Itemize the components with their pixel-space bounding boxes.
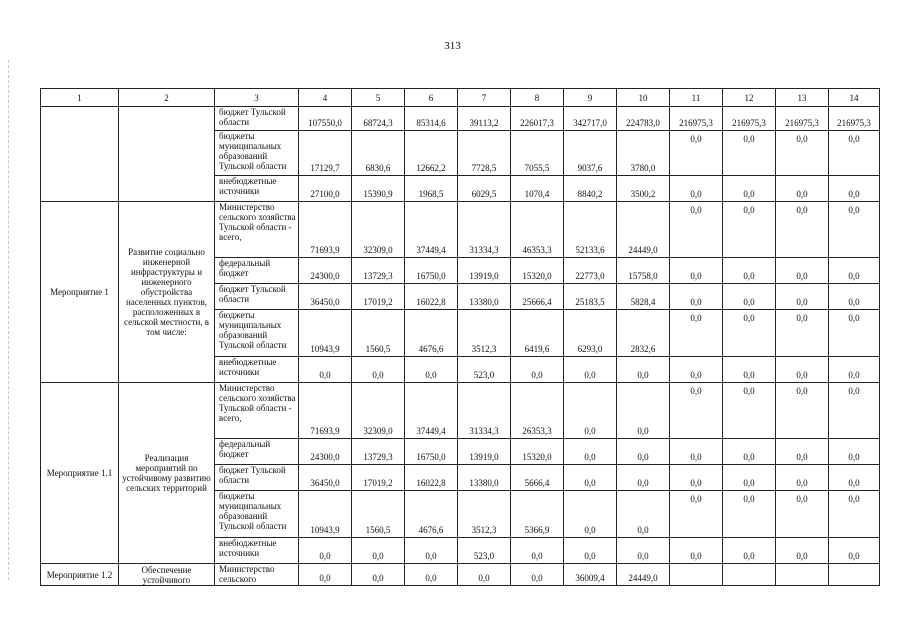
value-cell: 0,0	[564, 383, 617, 439]
value-cell: 0,0	[564, 357, 617, 383]
value-cell: 16750,0	[405, 258, 458, 284]
value-cell: 46353,3	[511, 202, 564, 258]
value-cell: 37449,4	[405, 202, 458, 258]
value-cell: 0,0	[776, 465, 829, 491]
funding-source-cell: внебюджетные источники	[215, 538, 299, 564]
value-cell: 1070,4	[511, 176, 564, 202]
value-cell: 0,0	[617, 383, 670, 439]
value-cell: 0,0	[829, 310, 880, 357]
value-cell: 15758,0	[617, 258, 670, 284]
funding-source-cell: бюджет Тульской области	[215, 107, 299, 131]
value-cell: 523,0	[458, 538, 511, 564]
binding-edge	[8, 60, 9, 580]
value-cell: 523,0	[458, 357, 511, 383]
value-cell: 0,0	[511, 538, 564, 564]
header-cell: 14	[829, 89, 880, 107]
value-cell: 0,0	[723, 310, 776, 357]
value-cell: 1560,5	[352, 310, 405, 357]
value-cell: 39113,2	[458, 107, 511, 131]
value-cell: 0,0	[829, 258, 880, 284]
value-cell: 0,0	[617, 491, 670, 538]
value-cell: 13380,0	[458, 284, 511, 310]
value-cell: 0,0	[723, 439, 776, 465]
value-cell: 24300,0	[299, 258, 352, 284]
value-cell: 0,0	[723, 131, 776, 176]
value-cell: 5828,4	[617, 284, 670, 310]
value-cell: 0,0	[617, 439, 670, 465]
event-cell: Мероприятие 1.2	[41, 564, 119, 586]
value-cell: 32309,0	[352, 202, 405, 258]
value-cell: 0,0	[405, 564, 458, 586]
value-cell: 6293,0	[564, 310, 617, 357]
value-cell: 0,0	[564, 491, 617, 538]
header-cell: 5	[352, 89, 405, 107]
value-cell: 36450,0	[299, 284, 352, 310]
value-cell: 0,0	[829, 538, 880, 564]
header-cell: 12	[723, 89, 776, 107]
value-cell: 26353,3	[511, 383, 564, 439]
value-cell: 8840,2	[564, 176, 617, 202]
funding-source-cell: бюджеты муниципальных образований Тульской области	[215, 310, 299, 357]
event-cell	[41, 107, 119, 202]
header-cell: 6	[405, 89, 458, 107]
value-cell: 0,0	[776, 284, 829, 310]
value-cell: 0,0	[670, 465, 723, 491]
value-cell: 3512,3	[458, 310, 511, 357]
value-cell: 0,0	[617, 538, 670, 564]
value-cell	[776, 564, 829, 586]
value-cell: 0,0	[829, 491, 880, 538]
value-cell: 0,0	[829, 383, 880, 439]
value-cell: 36009,4	[564, 564, 617, 586]
value-cell: 24300,0	[299, 439, 352, 465]
value-cell: 16750,0	[405, 439, 458, 465]
value-cell: 5366,9	[511, 491, 564, 538]
value-cell: 0,0	[776, 131, 829, 176]
value-cell: 22773,0	[564, 258, 617, 284]
value-cell: 0,0	[776, 538, 829, 564]
value-cell: 216975,3	[776, 107, 829, 131]
value-cell: 0,0	[352, 357, 405, 383]
value-cell: 13729,3	[352, 258, 405, 284]
value-cell: 0,0	[299, 564, 352, 586]
value-cell: 71693,9	[299, 202, 352, 258]
value-cell: 0,0	[670, 439, 723, 465]
value-cell: 0,0	[723, 538, 776, 564]
value-cell: 0,0	[564, 465, 617, 491]
value-cell	[670, 564, 723, 586]
funding-source-cell: внебюджетные источники	[215, 357, 299, 383]
value-cell: 216975,3	[723, 107, 776, 131]
value-cell: 0,0	[723, 357, 776, 383]
value-cell: 0,0	[723, 258, 776, 284]
value-cell: 16022,8	[405, 465, 458, 491]
value-cell: 224783,0	[617, 107, 670, 131]
value-cell: 0,0	[776, 310, 829, 357]
value-cell: 0,0	[829, 439, 880, 465]
value-cell: 36450,0	[299, 465, 352, 491]
value-cell: 0,0	[670, 131, 723, 176]
value-cell: 0,0	[829, 357, 880, 383]
value-cell: 15390,9	[352, 176, 405, 202]
value-cell: 37449,4	[405, 383, 458, 439]
value-cell: 24449,0	[617, 202, 670, 258]
value-cell: 10943,9	[299, 491, 352, 538]
value-cell: 0,0	[670, 310, 723, 357]
value-cell: 226017,3	[511, 107, 564, 131]
value-cell: 0,0	[829, 131, 880, 176]
value-cell: 0,0	[829, 202, 880, 258]
value-cell: 0,0	[776, 357, 829, 383]
value-cell: 0,0	[405, 357, 458, 383]
value-cell: 0,0	[723, 491, 776, 538]
table-row	[41, 202, 880, 258]
value-cell: 13380,0	[458, 465, 511, 491]
value-cell: 24449,0	[617, 564, 670, 586]
description-cell: Обеспечение устойчивого	[119, 564, 215, 586]
page-number: 313	[444, 40, 461, 52]
value-cell: 12662,2	[405, 131, 458, 176]
value-cell: 6830,6	[352, 131, 405, 176]
value-cell: 0,0	[723, 176, 776, 202]
value-cell: 216975,3	[829, 107, 880, 131]
funding-source-cell: внебюджетные источники	[215, 176, 299, 202]
value-cell: 216975,3	[670, 107, 723, 131]
value-cell: 0,0	[299, 357, 352, 383]
value-cell: 0,0	[670, 357, 723, 383]
value-cell: 0,0	[299, 538, 352, 564]
value-cell: 0,0	[776, 383, 829, 439]
value-cell: 25666,4	[511, 284, 564, 310]
header-cell: 9	[564, 89, 617, 107]
value-cell: 15320,0	[511, 258, 564, 284]
table-row	[41, 564, 880, 586]
value-cell: 0,0	[670, 176, 723, 202]
value-cell: 0,0	[829, 284, 880, 310]
value-cell: 0,0	[723, 383, 776, 439]
value-cell: 4676,6	[405, 491, 458, 538]
value-cell: 15320,0	[511, 439, 564, 465]
value-cell: 0,0	[405, 538, 458, 564]
value-cell: 0,0	[829, 465, 880, 491]
value-cell: 2832,6	[617, 310, 670, 357]
value-cell: 27100,0	[299, 176, 352, 202]
header-cell: 7	[458, 89, 511, 107]
funding-source-cell: федеральный бюджет	[215, 439, 299, 465]
value-cell: 0,0	[776, 202, 829, 258]
header-cell: 1	[41, 89, 119, 107]
value-cell: 3512,3	[458, 491, 511, 538]
header-cell: 4	[299, 89, 352, 107]
value-cell: 0,0	[723, 202, 776, 258]
value-cell: 3780,0	[617, 131, 670, 176]
value-cell: 0,0	[776, 491, 829, 538]
value-cell: 0,0	[352, 564, 405, 586]
funding-source-cell: федеральный бюджет	[215, 258, 299, 284]
value-cell: 16022,8	[405, 284, 458, 310]
header-cell: 13	[776, 89, 829, 107]
value-cell: 0,0	[564, 439, 617, 465]
value-cell: 31334,3	[458, 202, 511, 258]
value-cell: 68724,3	[352, 107, 405, 131]
value-cell: 0,0	[670, 258, 723, 284]
value-cell: 9037,6	[564, 131, 617, 176]
value-cell: 17019,2	[352, 284, 405, 310]
value-cell: 0,0	[670, 491, 723, 538]
value-cell: 0,0	[723, 284, 776, 310]
value-cell: 0,0	[723, 465, 776, 491]
value-cell: 6029,5	[458, 176, 511, 202]
table-body	[41, 89, 880, 586]
value-cell: 7055,5	[511, 131, 564, 176]
value-cell: 4676,6	[405, 310, 458, 357]
value-cell: 52133,6	[564, 202, 617, 258]
value-cell: 71693,9	[299, 383, 352, 439]
value-cell: 0,0	[776, 258, 829, 284]
funding-source-cell: Министерство сельского хозяйства Тульской области - всего,	[215, 202, 299, 258]
value-cell: 0,0	[617, 357, 670, 383]
value-cell: 0,0	[511, 564, 564, 586]
value-cell: 5666,4	[511, 465, 564, 491]
header-cell: 10	[617, 89, 670, 107]
value-cell: 3500,2	[617, 176, 670, 202]
table-row	[41, 107, 880, 131]
funding-source-cell: бюджеты муниципальных образований Тульской области	[215, 131, 299, 176]
value-cell: 0,0	[776, 176, 829, 202]
value-cell	[829, 564, 880, 586]
header-cell: 3	[215, 89, 299, 107]
value-cell: 342717,0	[564, 107, 617, 131]
value-cell: 13729,3	[352, 439, 405, 465]
value-cell: 10943,9	[299, 310, 352, 357]
budget-table	[40, 88, 880, 586]
header-cell: 8	[511, 89, 564, 107]
table-row	[41, 383, 880, 439]
value-cell: 0,0	[670, 383, 723, 439]
funding-source-cell: Министерство сельского	[215, 564, 299, 586]
funding-source-cell: бюджеты муниципальных образований Тульской области	[215, 491, 299, 538]
description-cell: Развитие социально инженерной инфраструктуры и инженерного обустройства населенных пунктов, расположенных в сельской местности, в том числе:	[119, 202, 215, 383]
value-cell: 0,0	[352, 538, 405, 564]
funding-source-cell: бюджет Тульской области	[215, 284, 299, 310]
value-cell: 0,0	[670, 202, 723, 258]
value-cell: 7728,5	[458, 131, 511, 176]
value-cell: 0,0	[670, 284, 723, 310]
value-cell: 85314,6	[405, 107, 458, 131]
header-cell: 2	[119, 89, 215, 107]
value-cell: 0,0	[829, 176, 880, 202]
value-cell: 6419,6	[511, 310, 564, 357]
value-cell: 0,0	[617, 465, 670, 491]
value-cell: 31334,3	[458, 383, 511, 439]
value-cell: 0,0	[776, 439, 829, 465]
value-cell: 1560,5	[352, 491, 405, 538]
value-cell: 17129,7	[299, 131, 352, 176]
value-cell: 0,0	[564, 538, 617, 564]
description-cell: Реализация мероприятий по устойчивому развитию сельских территорий	[119, 383, 215, 564]
value-cell: 0,0	[458, 564, 511, 586]
event-cell: Мероприятие 1.1	[41, 383, 119, 564]
value-cell: 1968,5	[405, 176, 458, 202]
table-header-row	[41, 89, 880, 107]
description-cell	[119, 107, 215, 202]
value-cell: 13919,0	[458, 258, 511, 284]
value-cell	[723, 564, 776, 586]
value-cell: 107550,0	[299, 107, 352, 131]
header-cell: 11	[670, 89, 723, 107]
funding-source-cell: бюджет Тульской области	[215, 465, 299, 491]
value-cell: 0,0	[670, 538, 723, 564]
value-cell: 0,0	[511, 357, 564, 383]
funding-source-cell: Министерство сельского хозяйства Тульской области - всего,	[215, 383, 299, 439]
value-cell: 17019,2	[352, 465, 405, 491]
event-cell: Мероприятие 1	[41, 202, 119, 383]
value-cell: 25183,5	[564, 284, 617, 310]
value-cell: 32309,0	[352, 383, 405, 439]
value-cell: 13919,0	[458, 439, 511, 465]
